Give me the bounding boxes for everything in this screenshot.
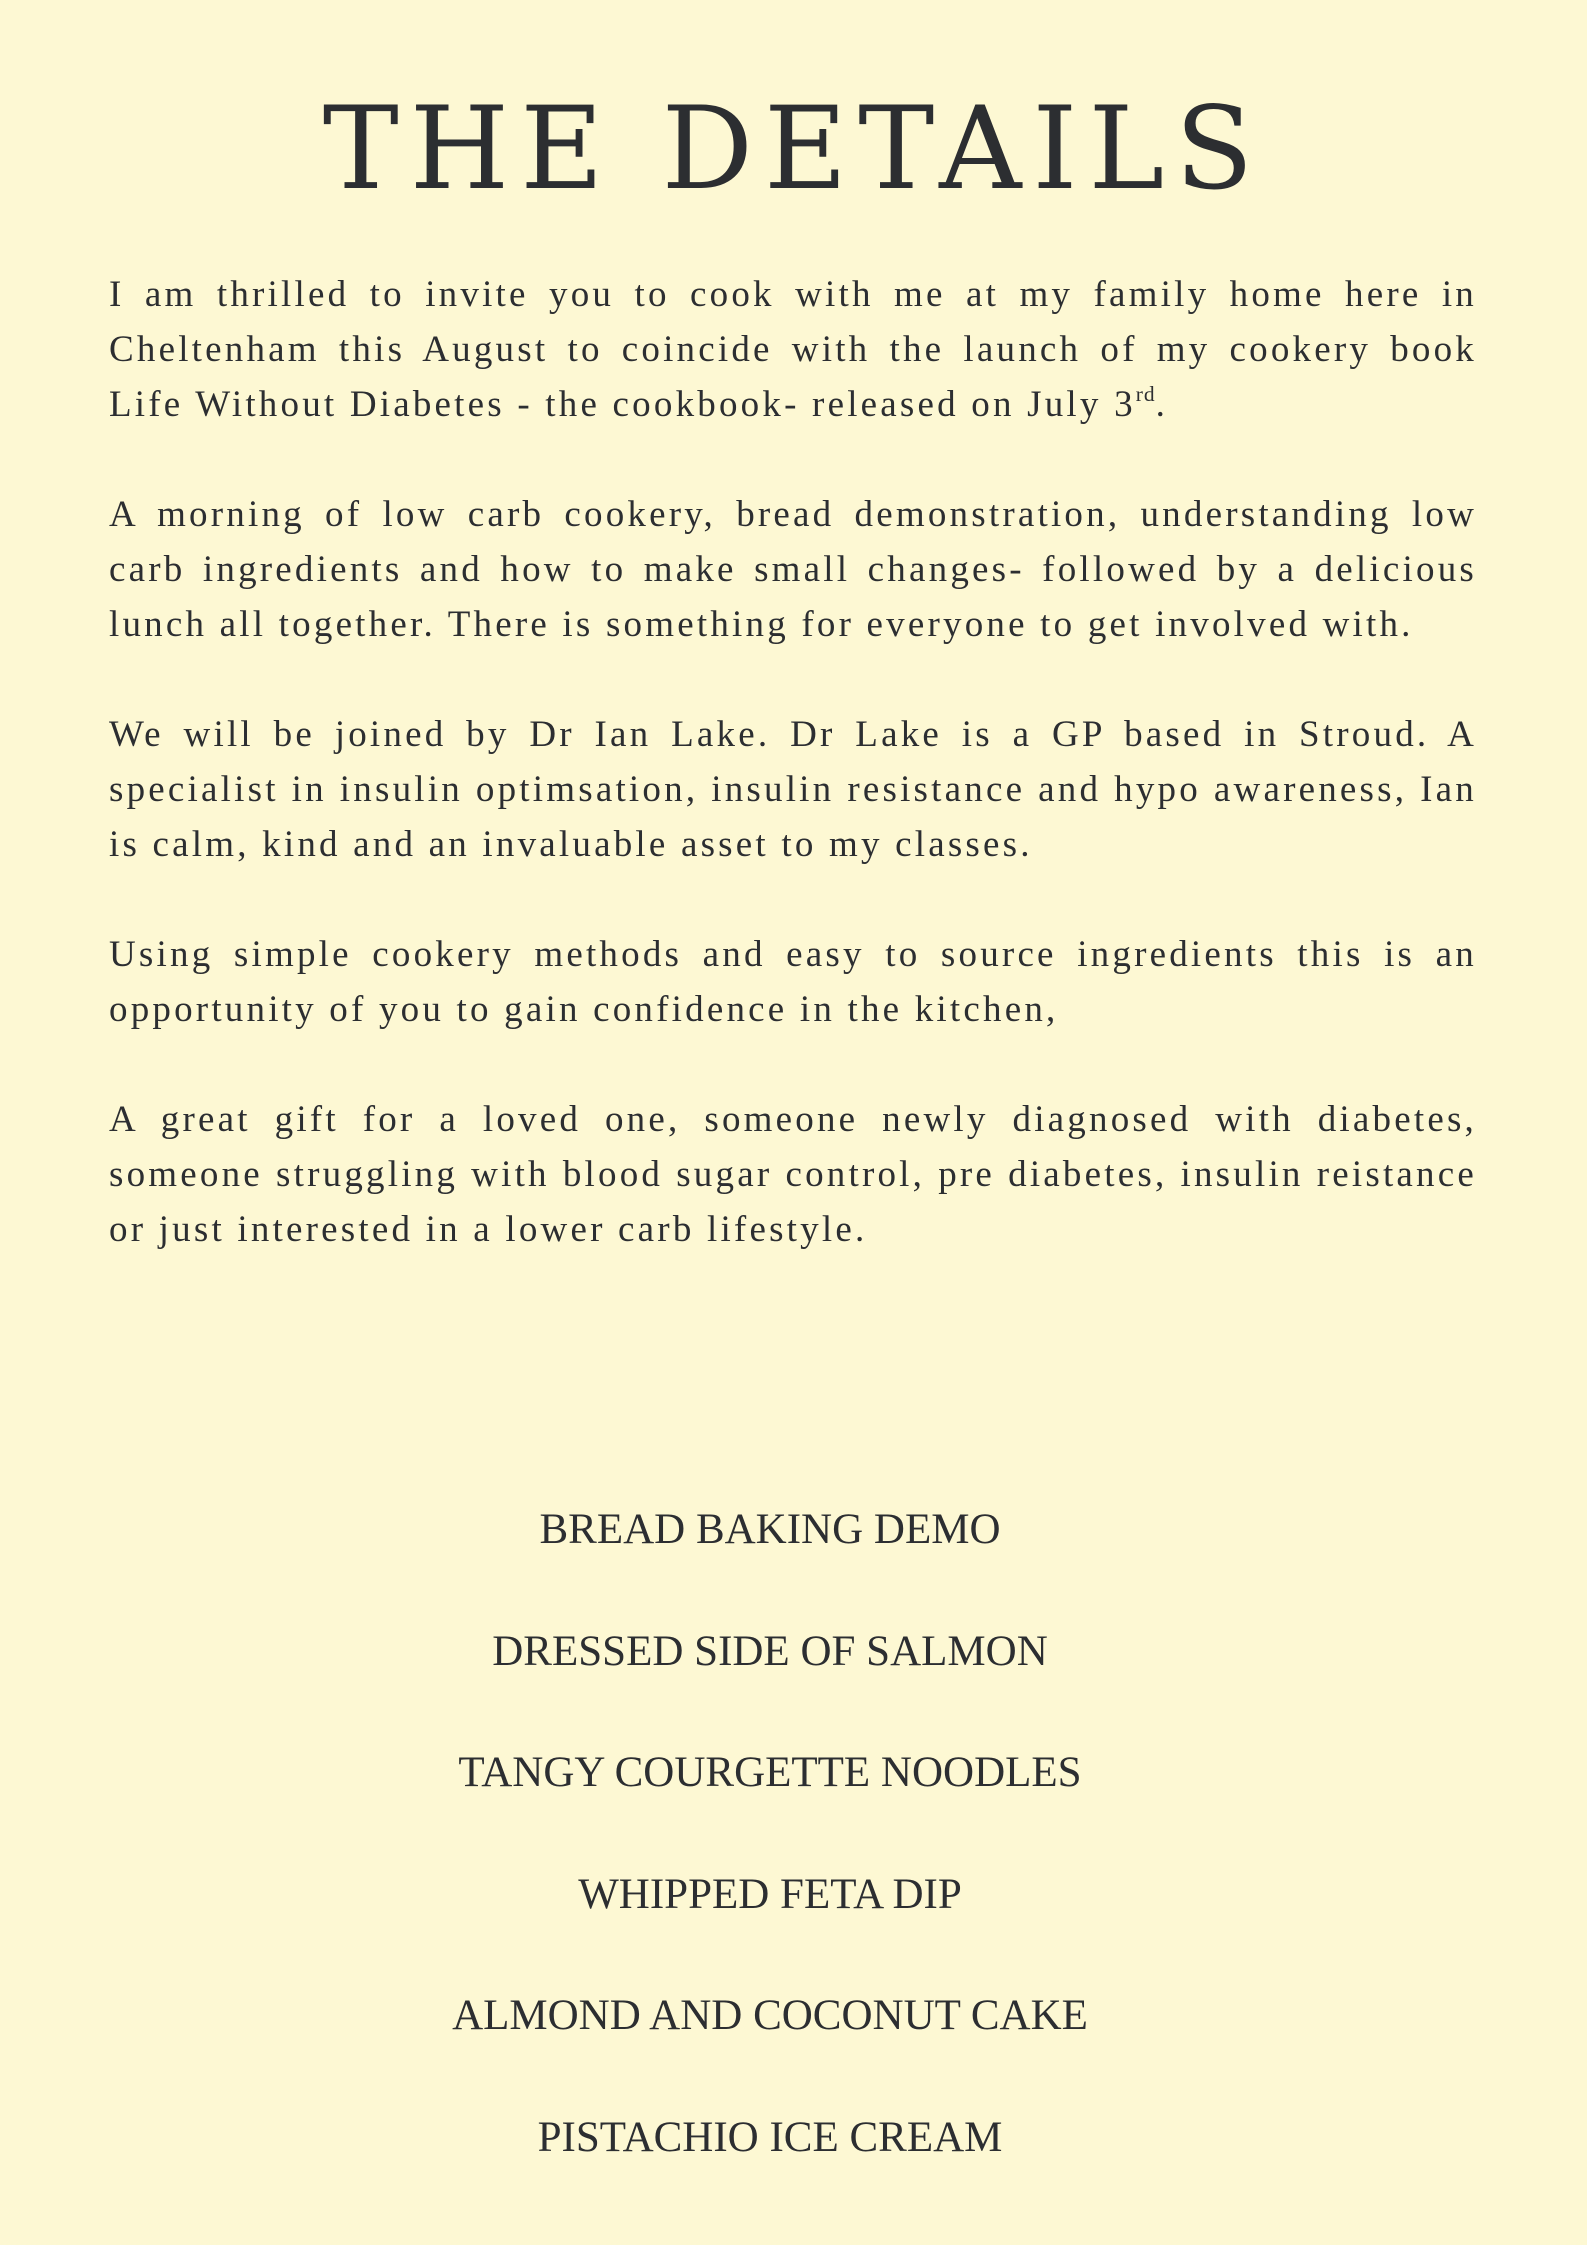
menu-item-courgette-noodles: TANGY COURGETTE NOODLES (458, 1749, 1082, 1797)
intro-text: I am thrilled to invite you to cook with me at my family home here in Cheltenham this August to coincide with the launch of my cookery book Life Without Diabetes - the cookbook- released on July 3 (109, 274, 1477, 425)
menu-item-pistachio-ice-cream: PISTACHIO ICE CREAM (537, 2113, 1003, 2161)
details-body (109, 267, 1477, 1257)
page-title: THE DETAILS (322, 82, 1265, 215)
intro-end: . (1155, 384, 1169, 425)
paragraph-cookery-morning: A morning of low carb cookery, bread demonstration, understanding low carb ingredients and how to make small changes- followed by a delicious lunch all together. There is something for everyone to get involved with. (109, 494, 1477, 645)
paragraph-simple-methods: Using simple cookery methods and easy to source ingredients this is an opportunity of you to gain confidence in the kitchen, (109, 934, 1477, 1030)
date-ordinal-suffix: rd (1135, 381, 1156, 406)
menu-item-almond-coconut-cake: ALMOND AND COCONUT CAKE (452, 1992, 1088, 2040)
menu-item-bread-baking-demo: BREAD BAKING DEMO (539, 1506, 1001, 1553)
menu-item-dressed-salmon: DRESSED SIDE OF SALMON (492, 1627, 1048, 1675)
paragraph-gift: A great gift for a loved one, someone newly diagnosed with diabetes, someone struggling with blood sugar control, pre diabetes, insulin reistance or just interested in a lower carb lifestyle. (109, 1099, 1477, 1250)
menu-item-feta-dip: WHIPPED FETA DIP (578, 1870, 962, 1918)
paragraph-dr-lake: We will be joined by Dr Ian Lake. Dr Lake is a GP based in Stroud. A specialist in insulin optimsation, insulin resistance and hypo awareness, Ian is calm, kind and an invaluable asset to my classes. (109, 714, 1477, 865)
menu-list (0, 1500, 1540, 2230)
intro-paragraph (109, 267, 1477, 432)
